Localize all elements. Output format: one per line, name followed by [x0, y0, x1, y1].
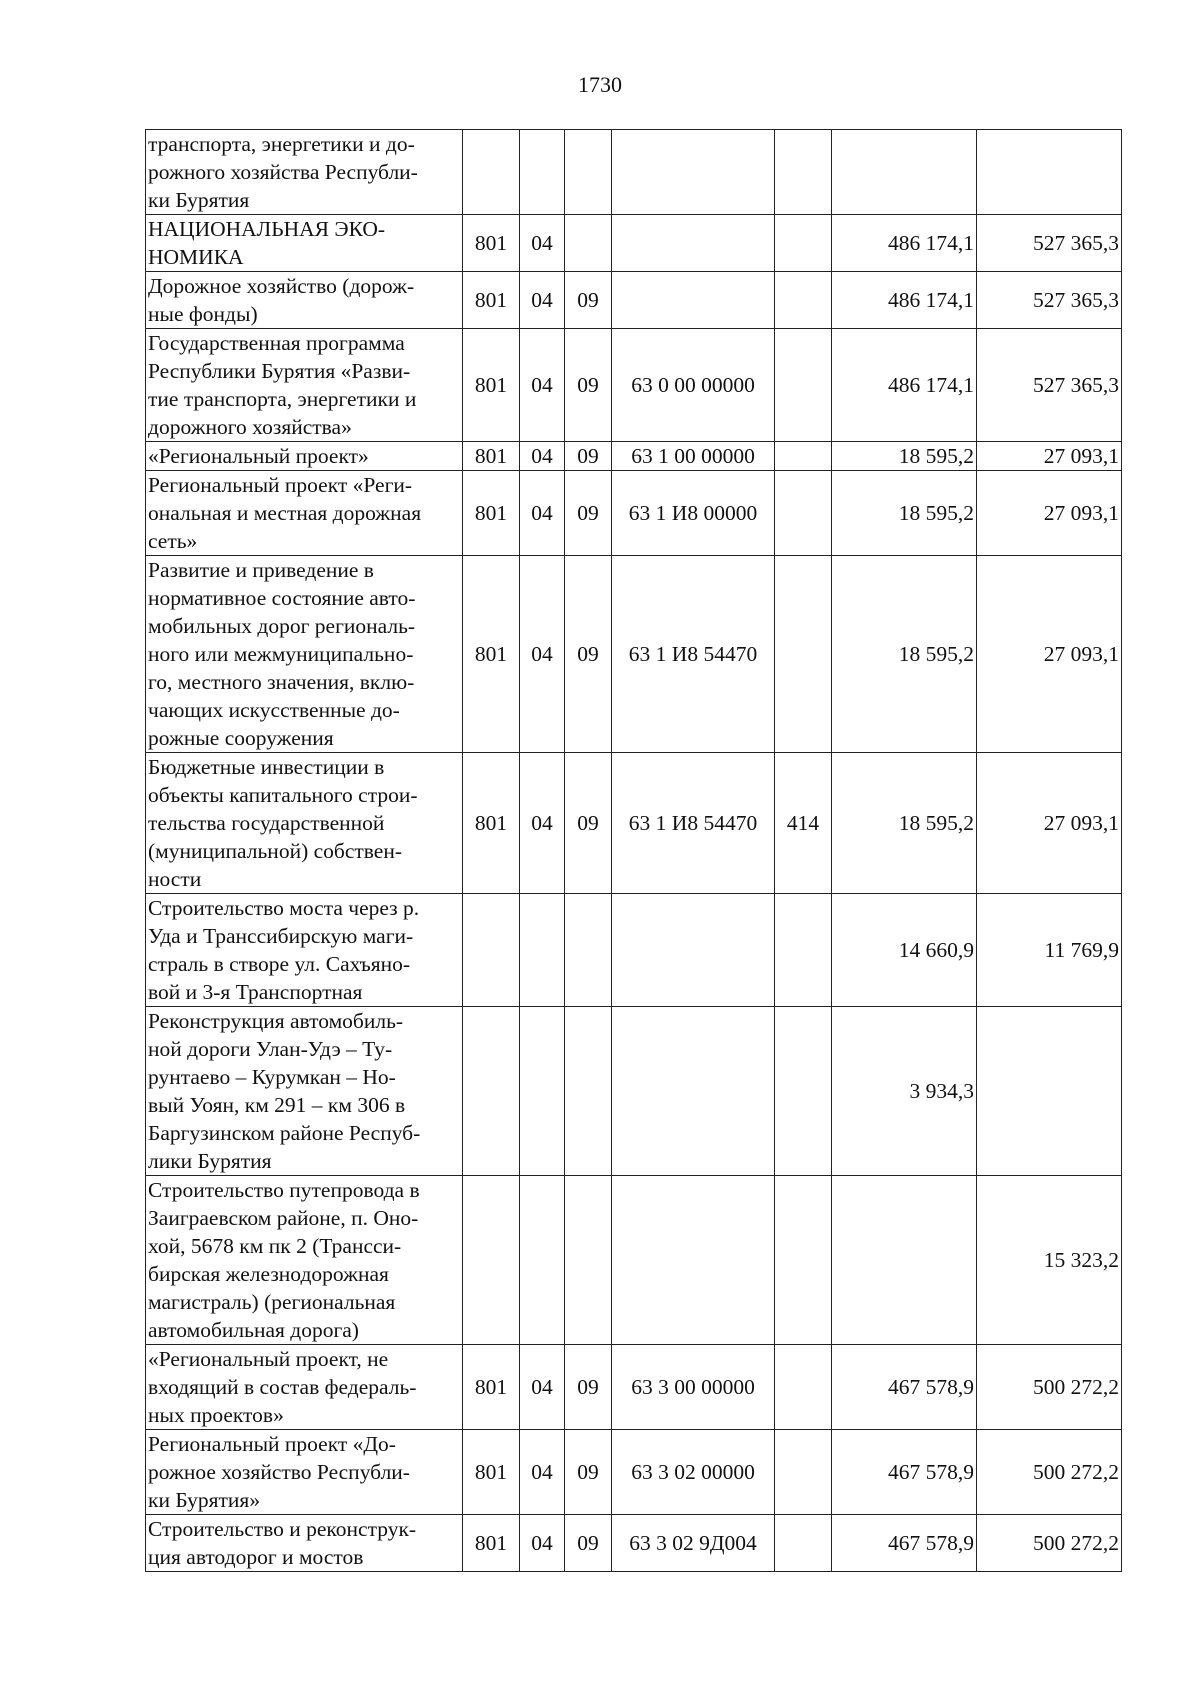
- cell-expense-type: [775, 1007, 832, 1176]
- name-line: вой и 3-я Транспортная: [148, 980, 363, 1004]
- name-line: нормативное состояние авто-: [148, 586, 416, 610]
- cell-item-name: [146, 272, 463, 329]
- name-line: Строительство моста через р.: [148, 896, 420, 920]
- cell-expense-type: [775, 130, 832, 215]
- cell-ved: [463, 1007, 520, 1176]
- cell-target-article: [612, 272, 775, 329]
- name-line: ки Бурятия»: [148, 1488, 261, 1512]
- cell-section: 04: [520, 1515, 565, 1572]
- name-line: Региональный проект «Реги-: [148, 473, 413, 497]
- cell-amount-1: 486 174,1: [832, 272, 977, 329]
- name-line: Баргузинском районе Респуб-: [148, 1121, 421, 1145]
- cell-target-article: 63 3 02 9Д004: [612, 1515, 775, 1572]
- cell-amount-2: 500 272,2: [977, 1430, 1122, 1515]
- cell-section: 04: [520, 442, 565, 471]
- cell-amount-2: 15 323,2: [977, 1176, 1122, 1345]
- table-row: [146, 442, 1122, 471]
- cell-amount-2: 500 272,2: [977, 1515, 1122, 1572]
- cell-target-article: 63 1 И8 54470: [612, 753, 775, 894]
- name-line: ных проектов»: [148, 1403, 284, 1427]
- cell-expense-type: [775, 471, 832, 556]
- cell-amount-2: 27 093,1: [977, 442, 1122, 471]
- cell-target-article: 63 3 00 00000: [612, 1345, 775, 1430]
- cell-ved: 801: [463, 556, 520, 753]
- cell-expense-type: [775, 215, 832, 272]
- cell-item-name: [146, 215, 463, 272]
- cell-ved: 801: [463, 1515, 520, 1572]
- cell-amount-1: [832, 1176, 977, 1345]
- name-line: рожные сооружения: [148, 726, 334, 750]
- name-line: входящий в состав федераль-: [148, 1375, 417, 1399]
- name-line: Республики Бурятия «Разви-: [148, 359, 411, 383]
- cell-section: 04: [520, 215, 565, 272]
- cell-item-name: [146, 1515, 463, 1572]
- name-line: Заиграевском районе, п. Оно-: [148, 1206, 419, 1230]
- cell-amount-1: 467 578,9: [832, 1430, 977, 1515]
- cell-target-article: [612, 1007, 775, 1176]
- name-line: магистраль) (региональная: [148, 1290, 396, 1314]
- cell-item-name: [146, 471, 463, 556]
- name-line: ки Бурятия: [148, 188, 250, 212]
- name-line: бирская железнодорожная: [148, 1262, 389, 1286]
- cell-expense-type: [775, 556, 832, 753]
- cell-subsection: 09: [565, 1515, 612, 1572]
- budget-table: [145, 129, 1122, 1572]
- cell-ved: 801: [463, 272, 520, 329]
- name-line: вый Уоян, км 291 – км 306 в: [148, 1093, 406, 1117]
- name-line: хой, 5678 км пк 2 (Трансси-: [148, 1234, 402, 1258]
- name-line: ные фонды): [148, 302, 258, 326]
- cell-ved: [463, 1176, 520, 1345]
- cell-ved: 801: [463, 329, 520, 442]
- cell-expense-type: [775, 272, 832, 329]
- cell-amount-2: 27 093,1: [977, 753, 1122, 894]
- name-line: Строительство путепровода в: [148, 1178, 420, 1202]
- cell-amount-2: 27 093,1: [977, 471, 1122, 556]
- cell-subsection: 09: [565, 329, 612, 442]
- cell-section: 04: [520, 556, 565, 753]
- cell-amount-2: 527 365,3: [977, 329, 1122, 442]
- cell-amount-2: [977, 130, 1122, 215]
- table-row: [146, 215, 1122, 272]
- cell-item-name: [146, 130, 463, 215]
- cell-subsection: 09: [565, 471, 612, 556]
- cell-expense-type: [775, 329, 832, 442]
- table-row: [146, 1007, 1122, 1176]
- cell-section: 04: [520, 272, 565, 329]
- name-line: Государственная программа: [148, 331, 405, 355]
- cell-item-name: [146, 753, 463, 894]
- table-body: [146, 130, 1122, 1572]
- cell-section: [520, 1176, 565, 1345]
- cell-target-article: 63 0 00 00000: [612, 329, 775, 442]
- name-line: Уда и Транссибирскую маги-: [148, 924, 414, 948]
- cell-amount-1: 18 595,2: [832, 753, 977, 894]
- name-line: автомобильная дорога): [148, 1318, 359, 1342]
- cell-subsection: 09: [565, 1345, 612, 1430]
- name-line: тие транспорта, энергетики и: [148, 387, 417, 411]
- cell-ved: 801: [463, 1345, 520, 1430]
- table-row: [146, 1515, 1122, 1572]
- cell-target-article: [612, 894, 775, 1007]
- name-line: ного или межмуниципально-: [148, 642, 414, 666]
- cell-amount-1: 18 595,2: [832, 442, 977, 471]
- cell-target-article: [612, 130, 775, 215]
- table-row: [146, 753, 1122, 894]
- cell-target-article: [612, 1176, 775, 1345]
- cell-amount-1: 18 595,2: [832, 556, 977, 753]
- table-row: [146, 471, 1122, 556]
- name-line: мобильных дорог региональ-: [148, 614, 416, 638]
- name-line: го, местного значения, вклю-: [148, 670, 415, 694]
- cell-amount-1: 18 595,2: [832, 471, 977, 556]
- cell-subsection: [565, 1176, 612, 1345]
- cell-subsection: 09: [565, 556, 612, 753]
- cell-subsection: [565, 894, 612, 1007]
- name-line: «Региональный проект»: [148, 444, 369, 468]
- cell-item-name: [146, 329, 463, 442]
- name-line: тельства государственной: [148, 811, 385, 835]
- name-line: Реконструкция автомобиль-: [148, 1009, 404, 1033]
- cell-subsection: 09: [565, 272, 612, 329]
- name-line: Дорожное хозяйство (дорож-: [148, 274, 415, 298]
- cell-amount-2: 527 365,3: [977, 215, 1122, 272]
- cell-amount-2: 27 093,1: [977, 556, 1122, 753]
- cell-expense-type: [775, 1430, 832, 1515]
- cell-amount-1: 3 934,3: [832, 1007, 977, 1176]
- cell-item-name: [146, 894, 463, 1007]
- cell-target-article: 63 3 02 00000: [612, 1430, 775, 1515]
- cell-section: 04: [520, 1430, 565, 1515]
- cell-subsection: 09: [565, 753, 612, 894]
- cell-amount-2: 11 769,9: [977, 894, 1122, 1007]
- cell-amount-1: 14 660,9: [832, 894, 977, 1007]
- cell-item-name: [146, 1345, 463, 1430]
- cell-item-name: [146, 1430, 463, 1515]
- name-line: страль в створе ул. Сахъяно-: [148, 952, 410, 976]
- cell-amount-1: 467 578,9: [832, 1515, 977, 1572]
- name-line: НОМИКА: [148, 245, 244, 269]
- cell-ved: [463, 894, 520, 1007]
- table-row: [146, 1345, 1122, 1430]
- name-line: рожное хозяйство Республи-: [148, 1460, 410, 1484]
- cell-amount-2: 527 365,3: [977, 272, 1122, 329]
- cell-expense-type: [775, 1176, 832, 1345]
- cell-expense-type: [775, 1345, 832, 1430]
- name-line: объекты капитального строи-: [148, 783, 418, 807]
- cell-section: 04: [520, 753, 565, 894]
- table-row: [146, 1176, 1122, 1345]
- cell-target-article: 63 1 И8 00000: [612, 471, 775, 556]
- cell-ved: [463, 130, 520, 215]
- cell-amount-1: [832, 130, 977, 215]
- table-row: [146, 894, 1122, 1007]
- cell-section: [520, 130, 565, 215]
- cell-subsection: 09: [565, 442, 612, 471]
- cell-amount-1: 486 174,1: [832, 215, 977, 272]
- name-line: транспорта, энергетики и до-: [148, 132, 415, 156]
- table-row: [146, 1430, 1122, 1515]
- cell-subsection: [565, 215, 612, 272]
- cell-section: 04: [520, 1345, 565, 1430]
- cell-ved: 801: [463, 471, 520, 556]
- cell-expense-type: [775, 442, 832, 471]
- cell-item-name: [146, 442, 463, 471]
- table-row: [146, 556, 1122, 753]
- name-line: Развитие и приведение в: [148, 558, 374, 582]
- cell-expense-type: 414: [775, 753, 832, 894]
- cell-section: [520, 1007, 565, 1176]
- table-row: [146, 329, 1122, 442]
- cell-target-article: [612, 215, 775, 272]
- cell-subsection: [565, 130, 612, 215]
- name-line: рунтаево – Курумкан – Но-: [148, 1065, 396, 1089]
- cell-item-name: [146, 556, 463, 753]
- name-line: сеть»: [148, 529, 198, 553]
- name-line: Бюджетные инвестиции в: [148, 755, 385, 779]
- cell-section: [520, 894, 565, 1007]
- name-line: «Региональный проект, не: [148, 1347, 389, 1371]
- cell-section: 04: [520, 329, 565, 442]
- cell-subsection: 09: [565, 1430, 612, 1515]
- cell-amount-2: [977, 1007, 1122, 1176]
- table-row: [146, 272, 1122, 329]
- cell-item-name: [146, 1007, 463, 1176]
- cell-amount-1: 486 174,1: [832, 329, 977, 442]
- cell-amount-1: 467 578,9: [832, 1345, 977, 1430]
- name-line: чающих искусственные до-: [148, 698, 400, 722]
- cell-amount-2: 500 272,2: [977, 1345, 1122, 1430]
- cell-expense-type: [775, 1515, 832, 1572]
- name-line: лики Бурятия: [148, 1149, 272, 1173]
- name-line: ной дороги Улан-Удэ – Ту-: [148, 1037, 393, 1061]
- cell-ved: 801: [463, 1430, 520, 1515]
- table-row: [146, 130, 1122, 215]
- name-line: ональная и местная дорожная: [148, 501, 422, 525]
- cell-target-article: 63 1 И8 54470: [612, 556, 775, 753]
- name-line: ности: [148, 867, 202, 891]
- name-line: дорожного хозяйства»: [148, 415, 352, 439]
- name-line: Строительство и реконструк-: [148, 1517, 417, 1541]
- cell-target-article: 63 1 00 00000: [612, 442, 775, 471]
- name-line: рожного хозяйства Республи-: [148, 160, 418, 184]
- cell-subsection: [565, 1007, 612, 1176]
- name-line: (муниципальной) собствен-: [148, 839, 403, 863]
- page-number: 1730: [578, 72, 622, 97]
- cell-item-name: [146, 1176, 463, 1345]
- name-line: ция автодорог и мостов: [148, 1545, 364, 1569]
- cell-expense-type: [775, 894, 832, 1007]
- cell-ved: 801: [463, 753, 520, 894]
- cell-ved: 801: [463, 215, 520, 272]
- name-line: Региональный проект «До-: [148, 1432, 396, 1456]
- cell-section: 04: [520, 471, 565, 556]
- name-line: НАЦИОНАЛЬНАЯ ЭКО-: [148, 217, 386, 241]
- cell-ved: 801: [463, 442, 520, 471]
